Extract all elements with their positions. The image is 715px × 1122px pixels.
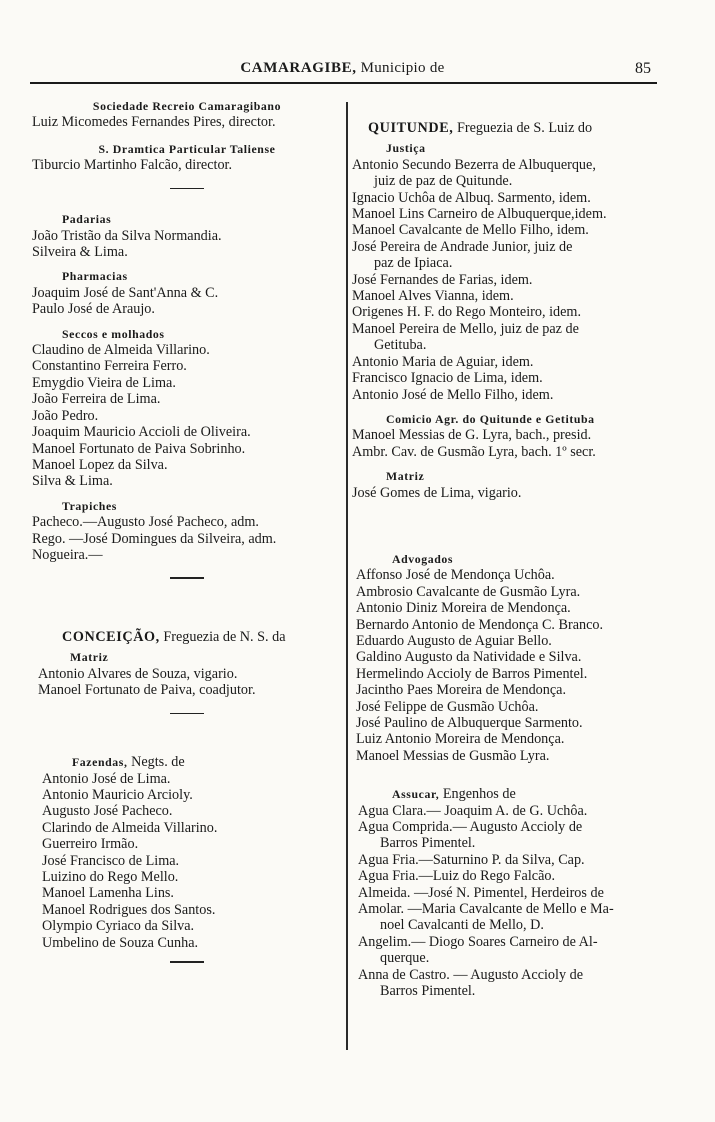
entry-line: Jacintho Paes Moreira de Mendonça. xyxy=(356,682,566,699)
entry-line: noel Cavalcanti de Mello, D. xyxy=(380,917,544,934)
running-title-place: CAMARAGIBE, xyxy=(240,60,357,76)
entry-line: José Gomes de Lima, vigario. xyxy=(352,484,522,501)
entry-line: Getituba. xyxy=(374,337,427,354)
entry-line: Antonio Maria de Aguiar, idem. xyxy=(352,353,534,370)
entry-line: Manoel Messias de G. Lyra, bach., presid. xyxy=(352,427,592,444)
entry-line: Constantino Ferreira Ferro. xyxy=(32,358,187,375)
entry-line: Antonio José de Lima. xyxy=(42,770,171,787)
entry-line: Almeida. —José N. Pimentel, Herdeiros de xyxy=(358,884,604,901)
entry-line: Olympio Cyriaco da Silva. xyxy=(42,918,195,935)
entry-line: Umbelino de Souza Cunha. xyxy=(42,934,199,951)
section-heading: Advogados xyxy=(392,551,454,566)
entry-line: Nogueira.— xyxy=(32,546,103,563)
running-title-rest: Municipio de xyxy=(360,60,445,76)
entry-line: Origenes H. F. do Rego Monteiro, idem. xyxy=(352,304,581,321)
column-divider xyxy=(346,102,348,1050)
entry-line: Manoel Fortunato de Paiva Sobrinho. xyxy=(32,440,246,457)
entry-line: Manoel Rodrigues dos Santos. xyxy=(42,901,216,918)
entry-line: Antonio Alvares de Souza, vigario. xyxy=(38,665,238,682)
section-heading: Sociedade Recreio Camaragibano xyxy=(92,99,282,113)
section-heading: Justiça xyxy=(386,141,426,156)
section-heading: Padarias xyxy=(62,212,112,227)
entry-line: Manoel Alves Vianna, idem. xyxy=(352,288,514,305)
entry-line: Rego. —José Domingues da Silveira, adm. xyxy=(32,530,277,547)
parish-title xyxy=(32,629,342,645)
entry-line: Clarindo de Almeida Villarino. xyxy=(42,819,218,836)
entry-line: João Ferreira de Lima. xyxy=(32,391,161,408)
entry-line: José Paulino de Albuquerque Sarmento. xyxy=(356,715,583,731)
section-separator xyxy=(170,188,204,190)
entry-line: Agua Comprida.— Augusto Accioly de xyxy=(358,819,583,836)
entry-line: João Pedro. xyxy=(32,407,99,424)
header-rule xyxy=(30,82,657,84)
entry-line: Claudino de Almeida Villarino. xyxy=(32,342,210,359)
entry-line: Antonio José de Mello Filho, idem. xyxy=(352,386,554,403)
entry-line: Guerreiro Irmão. xyxy=(42,836,139,853)
entry-line: Anna de Castro. — Augusto Accioly de xyxy=(358,966,583,983)
entry-line: Agua Fria.—Saturnino P. da Silva, Cap. xyxy=(358,851,585,868)
entry-line: Angelim.— Diogo Soares Carneiro de Al- xyxy=(358,933,598,950)
entry-line: João Tristão da Silva Normandia. xyxy=(32,227,222,244)
engenhos-list xyxy=(352,803,677,1000)
entry-line: Augusto José Pacheco. xyxy=(42,803,173,820)
entry-line: Agua Fria.—Luiz do Rego Falcão. xyxy=(358,868,556,885)
running-title xyxy=(30,60,655,77)
entry-line: Pacheco.—Augusto José Pacheco, adm. xyxy=(32,514,259,531)
entry-line: Manoel Lamenha Lins. xyxy=(42,885,174,902)
entry-line: Manoel Lopez da Silva. xyxy=(32,456,168,473)
section-heading-row xyxy=(32,754,342,770)
entry-line: Ignacio Uchôa de Albuq. Sarmento, idem. xyxy=(352,189,591,206)
entry-line: Luiz Micomedes Fernandes Pires, director. xyxy=(32,114,276,131)
entry-line: Manoel Fortunato de Paiva, coadjutor. xyxy=(38,682,256,699)
entry-line: Luizino do Rego Mello. xyxy=(42,869,179,885)
section-heading: Trapiches xyxy=(62,498,117,513)
entry-line: José Francisco de Lima. xyxy=(42,852,180,869)
entry-line: Manoel Cavalcante de Mello Filho, idem. xyxy=(352,222,589,239)
entry-line: Antonio Secundo Bezerra de Albuquerque, xyxy=(352,156,596,173)
entry-line: Bernardo Antonio de Mendonça C. Branco. xyxy=(356,616,604,633)
section-heading: Seccos e molhados xyxy=(62,326,165,341)
entry-line: Ambrosio Cavalcante de Gusmão Lyra. xyxy=(356,583,581,600)
entry-line: Silveira & Lima. xyxy=(32,244,128,261)
page-number: 85 xyxy=(635,60,651,77)
entry-line: Eduardo Augusto de Aguiar Bello. xyxy=(356,632,552,649)
section-heading: Pharmacias xyxy=(62,269,128,284)
entry-line: Hermelindo Accioly de Barros Pimentel. xyxy=(356,665,588,682)
entry-line: Manoel Lins Carneiro de Albuquerque,idem. xyxy=(352,206,607,223)
entry-line: Antonio Mauricio Arcioly. xyxy=(42,786,193,803)
entry-line: Paulo José de Araujo. xyxy=(32,301,155,318)
entry-line: querque. xyxy=(380,950,430,967)
entry-line: Joaquim Mauricio Accioli de Oliveira. xyxy=(32,424,251,441)
entry-line: Silva & Lima. xyxy=(32,473,113,490)
entry-line: José Pereira de Andrade Junior, juiz de xyxy=(352,238,573,255)
section-heading: Matriz xyxy=(70,650,109,665)
entry-line: Agua Clara.— Joaquim A. de G. Uchôa. xyxy=(358,802,588,819)
entry-line: Manoel Pereira de Mello, juiz de paz de xyxy=(352,320,579,337)
right-column xyxy=(352,98,677,1000)
parish-title xyxy=(352,120,677,136)
section-heading: Assucar, xyxy=(392,787,440,802)
entry-line: Tiburcio Martinho Falcão, director. xyxy=(32,157,233,174)
entry-line: Ambr. Cav. de Gusmão Lyra, bach. 1º secr. xyxy=(352,443,596,460)
entry-line: José Fernandes de Farias, idem. xyxy=(352,271,533,288)
section-heading-rest: Negts. de xyxy=(131,754,185,771)
parish-name: QUITUNDE, xyxy=(368,120,454,136)
entry-line: Galdino Augusto da Natividade e Silva. xyxy=(356,649,582,666)
section-heading: Comicio Agr. do Quitunde e Getituba xyxy=(386,411,595,426)
entry-line: Antonio Diniz Moreira de Mendonça. xyxy=(356,600,571,617)
section-separator xyxy=(170,577,204,579)
parish-title-rest: Freguezia de N. S. da xyxy=(163,628,286,645)
entry-line: Emygdio Vieira de Lima. xyxy=(32,374,176,391)
section-separator xyxy=(170,713,204,715)
entry-line: Barros Pimentel. xyxy=(380,983,476,1000)
entry-line: José Felippe de Gusmão Uchôa. xyxy=(356,698,539,715)
parish-title-rest: Freguezia de S. Luiz do xyxy=(456,120,593,136)
entry-line: juiz de paz de Quitunde. xyxy=(374,173,513,190)
page-header xyxy=(30,60,655,80)
entry-line: Affonso José de Mendonça Uchôa. xyxy=(356,567,555,584)
left-column xyxy=(32,98,342,977)
entry-line: Manoel Messias de Gusmão Lyra. xyxy=(356,747,550,764)
entry-line: Luiz Antonio Moreira de Mendonça. xyxy=(356,731,565,748)
entry-line: paz de Ipiaca. xyxy=(374,255,453,272)
parish-name: CONCEIÇÃO, xyxy=(62,628,160,645)
section-heading: S. Dramtica Particular Taliense xyxy=(98,141,276,156)
section-heading-row xyxy=(352,786,677,802)
section-heading: Fazendas, xyxy=(72,755,128,770)
entry-line: Joaquim José de Sant'Anna & C. xyxy=(32,284,219,301)
section-separator xyxy=(170,961,204,963)
entry-line: Barros Pimentel. xyxy=(380,835,476,852)
entry-line: Amolar. —Maria Cavalcante de Mello e Ma- xyxy=(358,901,614,918)
section-heading-rest: Engenhos de xyxy=(442,786,516,803)
entry-line: Francisco Ignacio de Lima, idem. xyxy=(352,370,543,387)
section-heading: Matriz xyxy=(386,469,425,484)
justica-list xyxy=(352,157,677,403)
